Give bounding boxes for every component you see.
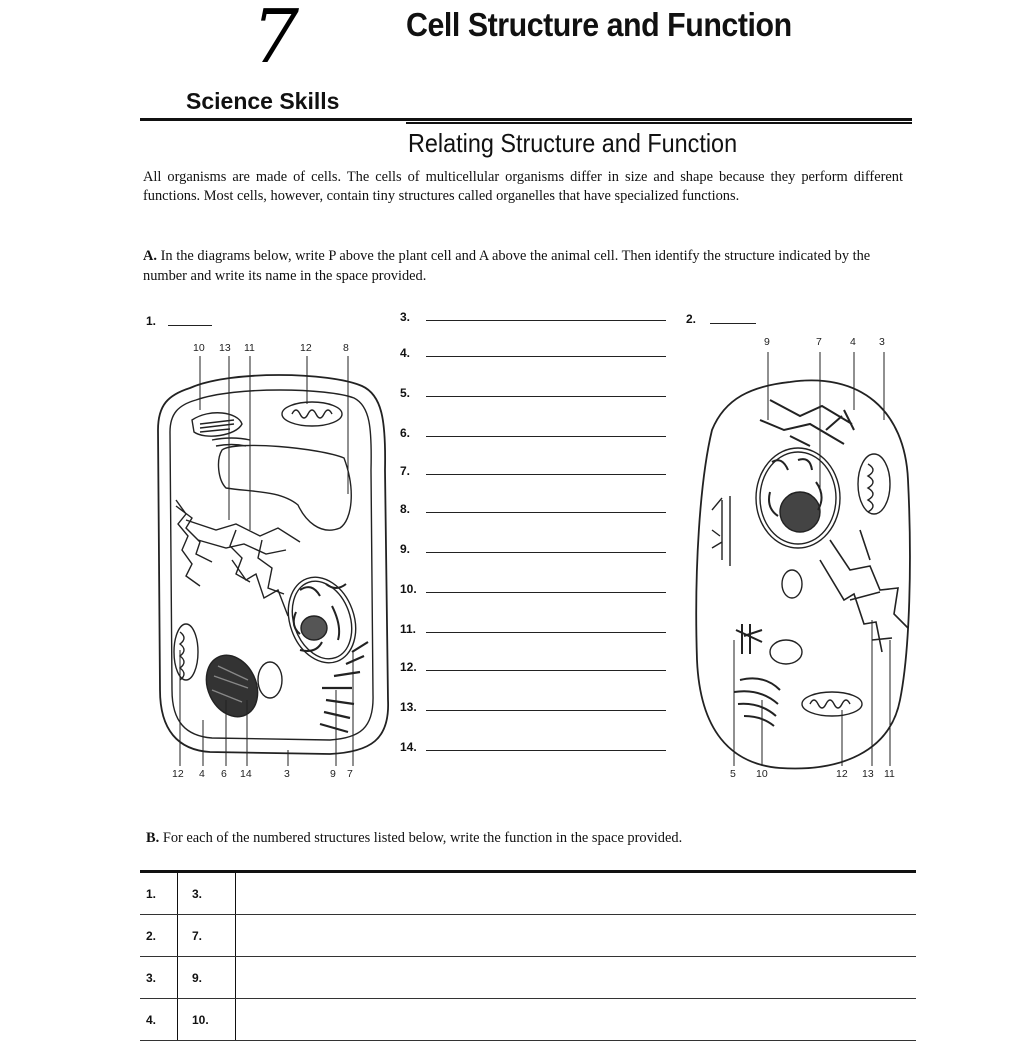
callout-number: 12 <box>300 342 312 354</box>
answer-number: 11. <box>400 622 417 636</box>
answer-number: 10. <box>400 582 417 596</box>
function-answer-cell[interactable] <box>236 957 917 999</box>
callout-number: 7 <box>816 336 822 348</box>
part-b-letter: B. <box>146 830 160 846</box>
row-number: 4. <box>140 999 178 1041</box>
callout-number: 3 <box>284 768 290 780</box>
answer-number: 6. <box>400 426 411 440</box>
row-number: 3. <box>140 957 178 999</box>
callout-number: 12 <box>172 768 184 780</box>
function-row <box>140 872 916 915</box>
callout-number: 10 <box>756 768 768 780</box>
structure-number: 10. <box>178 999 236 1041</box>
part-b-instructions <box>146 830 682 847</box>
intro-paragraph: All organisms are made of cells. The cells of multicellular organisms differ in size and shape because they perform different functions. Most cells, however, contain tiny structures called organelles that have specialized functions. <box>143 169 903 204</box>
callout-number: 4 <box>199 768 205 780</box>
section-label: Science Skills <box>186 88 340 114</box>
left-cell-label: 1. <box>146 314 157 328</box>
callout-number: 4 <box>850 336 856 348</box>
plant-cell-diagram <box>158 375 388 754</box>
callout-number: 3 <box>879 336 885 348</box>
answer-number: 13. <box>400 700 417 714</box>
answer-number: 4. <box>400 346 411 360</box>
answer-number: 9. <box>400 542 411 556</box>
callout-number: 13 <box>862 768 874 780</box>
answer-number: 5. <box>400 386 411 400</box>
answer-number: 14. <box>400 740 417 754</box>
animal-cell-diagram <box>696 380 910 768</box>
part-a-text: In the diagrams below, write P above the plant cell and A above the animal cell. Then identify the structure indicated by the number and write its name in the space provided. <box>143 248 871 284</box>
structure-number: 3. <box>178 872 236 915</box>
callout-number: 12 <box>836 768 848 780</box>
function-row <box>140 999 916 1041</box>
structure-number: 9. <box>178 957 236 999</box>
answer-number: 3. <box>400 310 411 324</box>
callout-number: 11 <box>884 768 895 780</box>
row-number: 1. <box>140 872 178 915</box>
callout-number: 9 <box>764 336 770 348</box>
answer-number: 12. <box>400 660 417 674</box>
function-answer-cell[interactable] <box>236 872 917 915</box>
part-b-text: For each of the numbered structures listed below, write the function in the space provided. <box>162 830 683 846</box>
page-subtitle: Relating Structure and Function <box>408 128 738 158</box>
callout-number: 9 <box>330 768 336 780</box>
callout-number: 7 <box>347 768 353 780</box>
callout-number: 8 <box>343 342 349 354</box>
chapter-title: Cell Structure and Function <box>406 6 792 43</box>
function-row <box>140 915 916 957</box>
answer-number: 7. <box>400 464 411 478</box>
function-row <box>140 957 916 999</box>
callout-number: 14 <box>240 768 252 780</box>
structure-number: 7. <box>178 915 236 957</box>
callout-number: 6 <box>221 768 227 780</box>
part-a-letter: A. <box>143 248 157 264</box>
callout-number: 10 <box>193 342 205 354</box>
chapter-number: 7 <box>252 0 300 80</box>
callout-number: 13 <box>219 342 231 354</box>
callout-number: 5 <box>730 768 736 780</box>
answer-number: 8. <box>400 502 411 516</box>
function-table <box>140 870 916 1041</box>
function-answer-cell[interactable] <box>236 999 917 1041</box>
row-number: 2. <box>140 915 178 957</box>
right-cell-label: 2. <box>686 312 697 326</box>
function-answer-cell[interactable] <box>236 915 917 957</box>
callout-number: 11 <box>244 342 255 354</box>
